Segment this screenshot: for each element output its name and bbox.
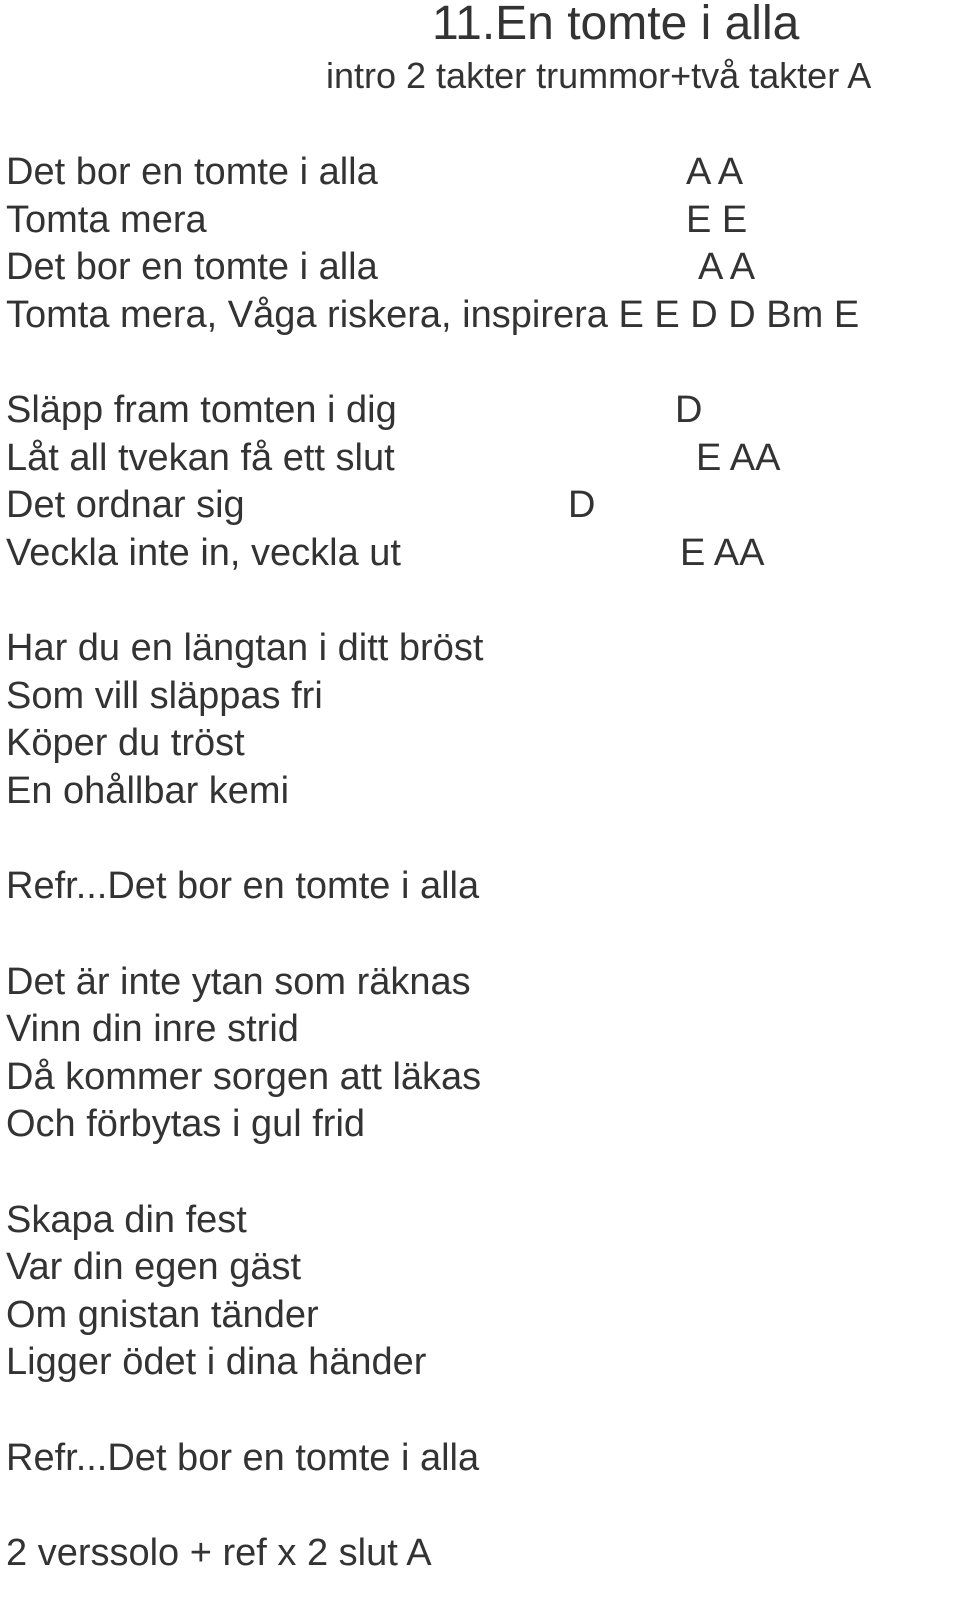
verse2-line-1: Det är inte ytan som räknas	[6, 961, 471, 1003]
chorus-line-2: Tomta mera	[6, 199, 207, 241]
verse3-line-3: Om gnistan tänder	[6, 1294, 319, 1336]
bridge-chords-2: E AA	[696, 437, 781, 479]
verse1-line-2: Som vill släppas fri	[6, 675, 323, 717]
chorus-line-1: Det bor en tomte i alla	[6, 151, 378, 193]
refrain-2: Refr...Det bor en tomte i alla	[6, 1437, 480, 1479]
verse3-line-4: Ligger ödet i dina händer	[6, 1341, 427, 1383]
song-title: 11.En tomte i alla	[432, 0, 800, 50]
bridge-chords-1: D	[675, 389, 703, 431]
bridge-line-3: Det ordnar sig	[6, 484, 245, 526]
verse1-line-4: En ohållbar kemi	[6, 770, 290, 812]
chorus-chords-3: A A	[698, 246, 756, 288]
outro-instruction: 2 verssolo + ref x 2 slut A	[6, 1532, 432, 1574]
intro-instruction: intro 2 takter trummor+två takter A	[326, 55, 872, 96]
bridge-chords-3: D	[568, 484, 596, 526]
bridge-line-2: Låt all tvekan få ett slut	[6, 437, 395, 479]
bridge-chords-4: E AA	[680, 532, 765, 574]
bridge-line-1: Släpp fram tomten i dig	[6, 389, 397, 431]
chorus-chords-2: E E	[686, 199, 748, 241]
bridge-line-4: Veckla inte in, veckla ut	[6, 532, 401, 574]
verse1-line-3: Köper du tröst	[6, 722, 245, 764]
verse2-line-3: Då kommer sorgen att läkas	[6, 1056, 482, 1098]
refrain-1: Refr...Det bor en tomte i alla	[6, 865, 480, 907]
verse3-line-1: Skapa din fest	[6, 1199, 247, 1241]
verse2-line-4: Och förbytas i gul frid	[6, 1103, 366, 1145]
chorus-chords-1: A A	[686, 151, 744, 193]
chorus-line-3: Det bor en tomte i alla	[6, 246, 378, 288]
verse1-line-1: Har du en längtan i ditt bröst	[6, 627, 484, 669]
verse3-line-2: Var din egen gäst	[6, 1246, 302, 1288]
chorus-line-4: Tomta mera, Våga riskera, inspirera E E D D Bm E	[6, 294, 860, 336]
verse2-line-2: Vinn din inre strid	[6, 1008, 299, 1050]
